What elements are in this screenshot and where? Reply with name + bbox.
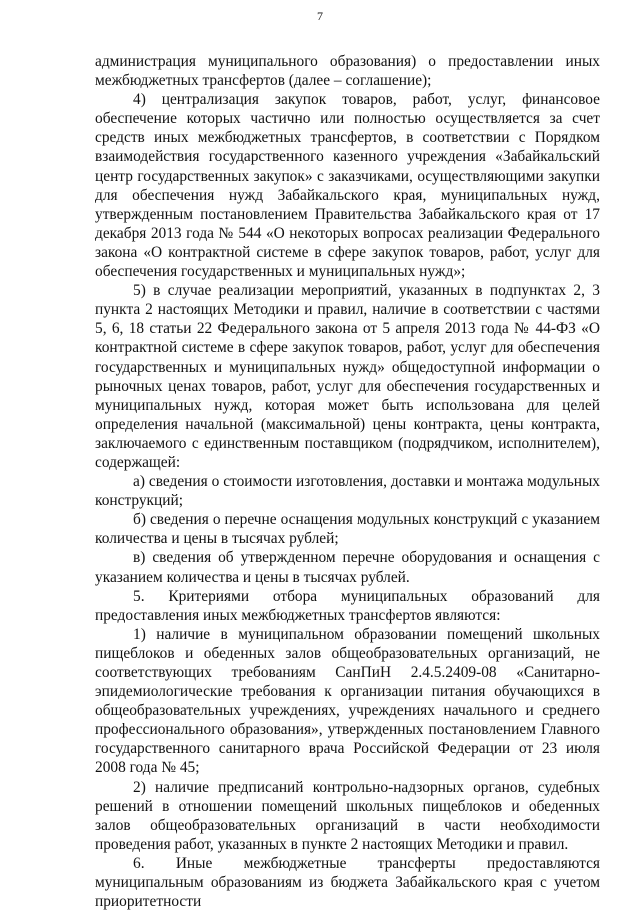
paragraph-item-4: 4) централизация закупок товаров, работ, услуг, финансовое обеспечение которых частично или полностью осуществляется за счет средств иных межбюджетных трансфертов, в соответствии с Порядком взаимодействия государственного казенного учреждения «Забайкальский центр государственных закупок» с заказчиками, осуществляющими закупки для обеспечения нужд Забайкальского края, муниципальных нужд, утвержденным постановлением Правительства Забайкальского края от 17 декабря 2013 года № 544 «О некоторых вопросах реализации Федерального закона «О контрактной системе в сфере закупок товаров, работ, услуг для обеспечения государственных и муниципальных нужд»; xyxy=(95,91,600,281)
page-number: 7 xyxy=(317,9,323,23)
paragraph-section-6: 6. Иные межбюджетные трансферты предоставляются муниципальным образованиям из бюджета Забайкальского края с учетом приоритетности xyxy=(95,854,600,911)
paragraph-item-5: 5) в случае реализации мероприятий, указанных в подпунктах 2, 3 пункта 2 настоящих Методики и правил, наличие в соответствии с частями 5, 6, 18 статьи 22 Федерального закона от 5 апреля 2013 года № 44-ФЗ «О контрактной системе в сфере закупок товаров, работ, услуг для обеспечения государственных и муниципальных нужд» общедоступной информации о рыночных ценах товаров, работ, услуг для обеспечения государственных и муниципальных нужд, которая может быть использована для целей определения начальной (максимальной) цены контракта, цены контракта, заключаемого с единственным поставщиком (подрядчиком, исполнителем), содержащей: xyxy=(95,282,600,471)
paragraph-subitem-v: в) сведения об утвержденном перечне оборудования и оснащения с указанием количества и цены в тысячах рублей. xyxy=(95,549,600,586)
paragraph-criterion-2: 2) наличие предписаний контрольно-надзорных органов, судебных решений в отношении помещений школьных пищеблоков и обеденных залов общеобразовательных организаций в части необходимости проведения работ, указанных в пункте 2 настоящих Методики и правил. xyxy=(95,778,600,853)
paragraph-criterion-1: 1) наличие в муниципальном образовании помещений школьных пищеблоков и обеденных залов общеобразовательных организаций, не соответствующих требованиям СанПиН 2.4.5.2409-08 «Санитарно-эпидемиологические требования к организации питания обучающихся в общеобразовательных учреждениях, учреждениях начального и среднего профессионального образования», утвержденных постановлением Главного государственного санитарного врача Российской Федерации от 23 июля 2008 года № 45; xyxy=(95,625,600,777)
paragraph-agreement-continuation: администрация муниципального образования) о предоставлении иных межбюджетных трансфертов (далее – соглашение); xyxy=(95,53,600,90)
paragraph-subitem-a: а) сведения о стоимости изготовления, доставки и монтажа модульных конструкций; xyxy=(95,473,600,510)
document-body xyxy=(95,52,600,911)
paragraph-subitem-b: б) сведения о перечне оснащения модульных конструкций с указанием количества и цены в тысячах рублей; xyxy=(95,511,600,548)
paragraph-section-5-criteria: 5. Критериями отбора муниципальных образований для предоставления иных межбюджетных трансфертов являются: xyxy=(95,587,600,624)
